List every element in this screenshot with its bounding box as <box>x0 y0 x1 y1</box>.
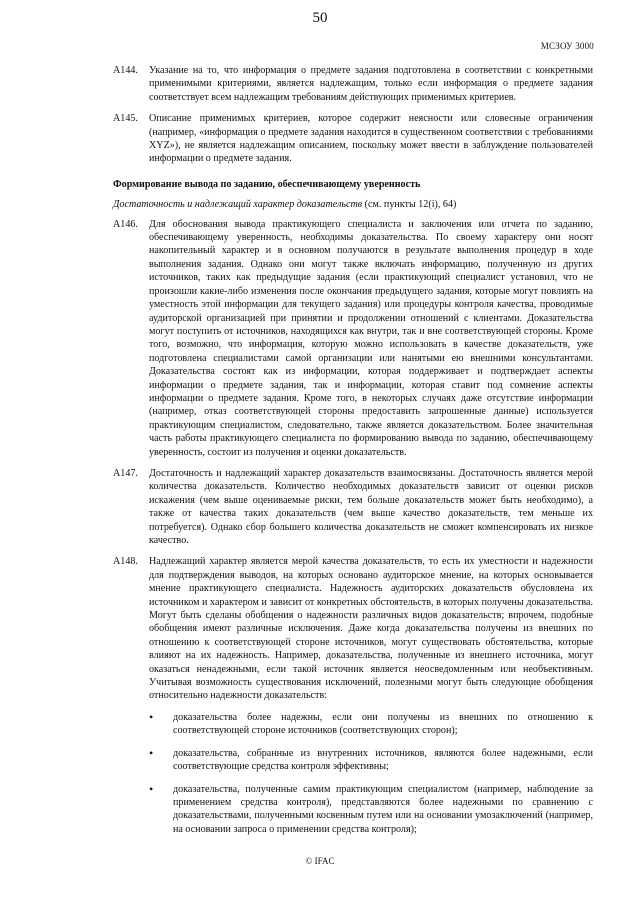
paragraph-text: Для обоснования вывода практикующего специалиста и заключения или отчета по заданию, обеспечивающему уверенность, необходимы доказательства. По своему характеру они носят накопительный характер и в основном получаются в результате выполнения процедур в ходе выполнения задания. Однако они могут также включать информацию, полученную из других источников, таких как предыдущие задания (если практикующий специалист установил, что не произошли какие-либо изменения после окончания предыдущего задания, которые могут повлиять на уместность этой информации для текущего задания) или процедуры контроля качества, проводимые аудиторской организацией при принятии и продолжении отношений с клиентами. Доказательства могут поступить от источников, находящихся как внутри, так и вне соответствующей стороны. Кроме того, возможно, что информация, которую можно использовать в качестве доказательств, уже подготовлена специалистами самой организации или нанятыми ею внешними консультантами. Доказательства состоят как из информации, которая поддерживает и подтверждает аспекты информации о предмете задания, так и информации, которая ставит под сомнение аспекты информации о предмете задания. Кроме того, в некоторых случаях даже отсутствие информации (например, отказ соответствующей стороны предоставить запрошенные данные) используется практикующим специалистом, следовательно, также является доказательством. Более значительная часть работы практикующего специалиста по формированию вывода по заданию, обеспечивающему уверенность, состоит из получения и оценки доказательств. <box>149 218 593 458</box>
list-item-text: доказательства, полученные самим практикующим специалистом (например, наблюдение за применением средства контроля), представляются более надежными по сравнению с доказательствами, полученными косвенным путем или на основании умозаключений (например, на основании запроса о применении средства контроля); <box>173 783 593 835</box>
bullet-list <box>149 711 593 836</box>
paragraph-a144 <box>113 64 593 104</box>
subheading <box>113 198 593 211</box>
list-item <box>149 747 593 774</box>
paragraph-a145 <box>113 112 593 166</box>
paragraph-text: Достаточность и надлежащий характер доказательств взаимосвязаны. Достаточность является мерой количества доказательств. Количество необходимых доказательств зависит от оценки рисков искажения (чем выше оцениваемые риски, тем больше доказательств может быть необходимо), а также от качества таких доказательств (чем выше качество доказательств, тем меньше их потребуется). Однако сбор большего количества доказательств не сможет компенсировать их низкое качество. <box>149 467 593 546</box>
list-item <box>149 711 593 738</box>
bullet-icon: • <box>149 781 154 796</box>
page-content <box>113 64 593 845</box>
subheading-reference: (см. пункты 12(i), 64) <box>362 199 457 211</box>
document-code: МСЗОУ 3000 <box>540 41 594 51</box>
list-item-text: доказательства более надежны, если они получены из внешних по отношению к соответствующей стороне источников (соответствующих сторон); <box>173 711 593 737</box>
page-number: 50 <box>312 10 328 26</box>
paragraph-number: A148. <box>113 556 138 568</box>
bullet-icon: • <box>149 709 154 724</box>
list-item <box>149 783 593 837</box>
paragraph-number: A145. <box>113 113 138 125</box>
paragraph-text: Указание на то, что информация о предмете задания подготовлена в соответствии с конкретными применимыми критериями, является надлежащим, только если информация о предмете задания соответствует всем надлежащим требованиям действующих применимых критериев. <box>149 65 593 103</box>
paragraph-a146 <box>113 218 593 459</box>
paragraph-number: A146. <box>113 218 138 230</box>
paragraph-a147 <box>113 467 593 547</box>
paragraph-number: A144. <box>113 65 138 76</box>
copyright-footer: © IFAC <box>305 856 335 866</box>
paragraph-number: A147. <box>113 467 138 479</box>
bullet-icon: • <box>149 745 154 760</box>
subheading-title: Достаточность и надлежащий характер доказательств <box>113 199 363 211</box>
list-item-text: доказательства, собранные из внутренних источников, являются более надежными, если соответствующие средства контроля эффективны; <box>173 747 593 773</box>
paragraph-text: Надлежащий характер является мерой качества доказательств, то есть их уместности и надежности для подтверждения выводов, на которых основано аудиторское мнение, на которых основывается мнение практикующего специалиста. Надежность аудиторских доказательств обусловлена их источником и характером и зависит от конкретных обстоятельств, в которых получены доказательства. Могут быть сделаны обобщения о надежности различных видов доказательств; впрочем, подобные обобщения имеют различные исключения. Даже когда доказательства получены из внешних по отношению к соответствующей стороне источников, могут существовать обстоятельства, которые влияют на их надежность. Например, доказательства, полученные из внешнего источника, могут оказаться ненадежными, если такой источник является неосведомленным или необъективным. Учитывая возможность существования исключений, полезными могут быть следующие обобщения относительно надежности доказательств: <box>149 556 593 702</box>
paragraph-text: Описание применимых критериев, которое содержит неясности или словесные ограничения (например, «информация о предмете задания находится в существенном соответствии с требованиями XYZ»), не является надлежащим описанием, поскольку может ввести в заблуждение пользователей информации о предмете задания. <box>149 113 593 165</box>
paragraph-a148 <box>113 555 593 702</box>
section-heading: Формирование вывода по заданию, обеспечивающему уверенность <box>113 178 421 190</box>
